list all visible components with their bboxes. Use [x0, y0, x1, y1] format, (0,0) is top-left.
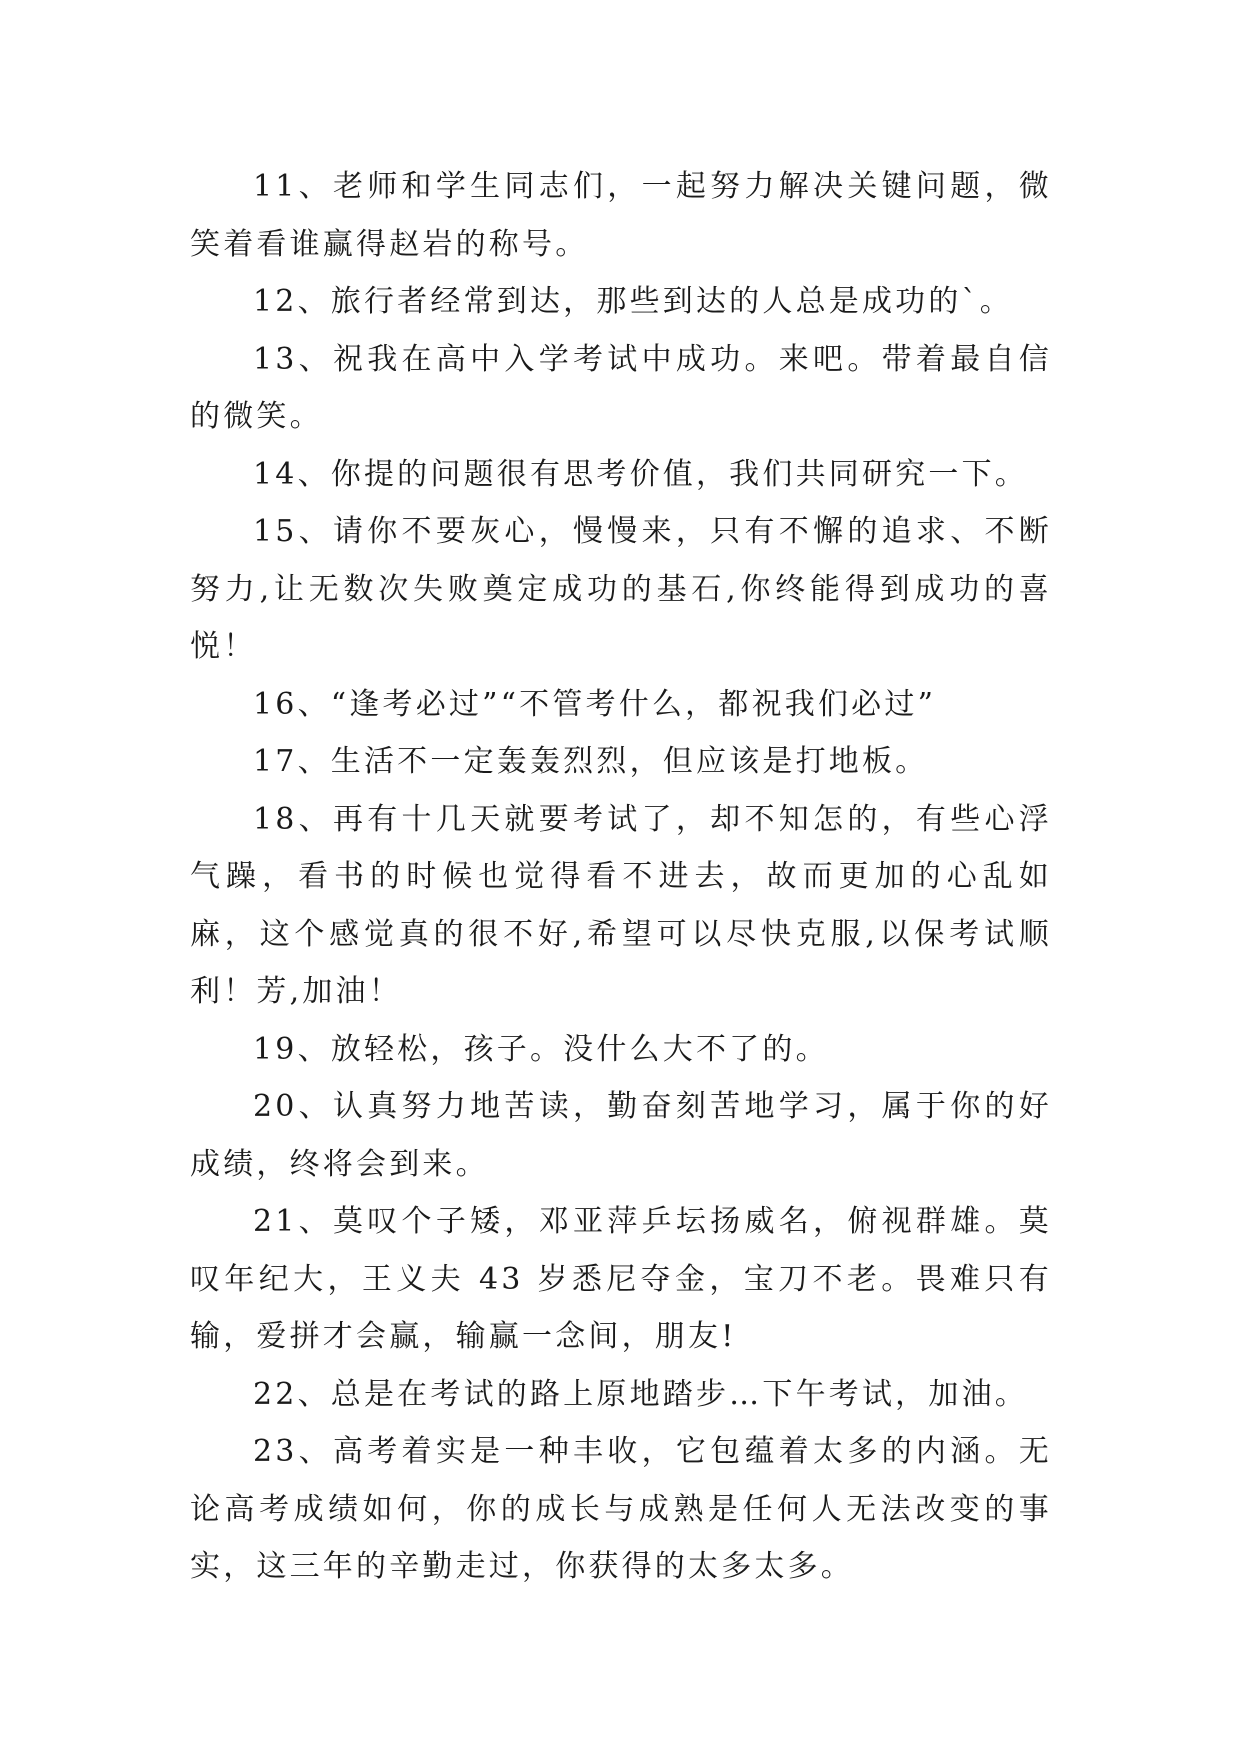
- paragraph-16: 16、“逢考必过”“不管考什么，都祝我们必过”: [253, 686, 937, 722]
- paragraph-17: 17、生活不一定轰轰烈烈，但应该是打地板。: [253, 744, 929, 779]
- paragraph-15: 15、请你不要灰心，慢慢来，只有不懈的追求、不断努力,让无数次失败奠定成功的基石,你终能得到成功的喜悦！: [190, 514, 1052, 664]
- paragraph-18: 18、再有十几天就要考试了，却不知怎的，有些心浮气躁，看书的时候也觉得看不进去，故而更加的心乱如麻，这个感觉真的很不好,希望可以尽快克服,以保考试顺利！芳,加油！: [190, 801, 1052, 1009]
- paragraph-21: 21、莫叹个子矮，邓亚萍乒坛扬威名，俯视群雄。莫叹年纪大，王义夫 43 岁悉尼夺金，宝刀不老。畏难只有输，爱拼才会赢，输赢一念间，朋友!: [190, 1204, 1052, 1354]
- paragraph-22: 22、总是在考试的路上原地踏步…下午考试，加油。: [253, 1376, 1028, 1412]
- document-body: [190, 158, 1052, 1596]
- paragraph-20: 20、认真努力地苦读，勤奋刻苦地学习，属于你的好成绩，终将会到来。: [190, 1089, 1052, 1182]
- paragraph-19: 19、放轻松，孩子。没什么大不了的。: [253, 1031, 829, 1067]
- paragraph-13: 13、祝我在高中入学考试中成功。来吧。带着最自信的微笑。: [190, 341, 1052, 434]
- paragraph-14: 14、你提的问题很有思考价值，我们共同研究一下。: [253, 456, 1028, 492]
- paragraph-12: 12、旅行者经常到达，那些到达的人总是成功的`。: [253, 284, 1013, 319]
- paragraph-23: 23、高考着实是一种丰收，它包蕴着太多的内涵。无论高考成绩如何，你的成长与成熟是任何人无法改变的事实，这三年的辛勤走过，你获得的太多太多。: [190, 1434, 1052, 1584]
- paragraph-11: 11、老师和学生同志们，一起努力解决关键问题，微笑着看谁赢得赵岩的称号。: [190, 169, 1052, 262]
